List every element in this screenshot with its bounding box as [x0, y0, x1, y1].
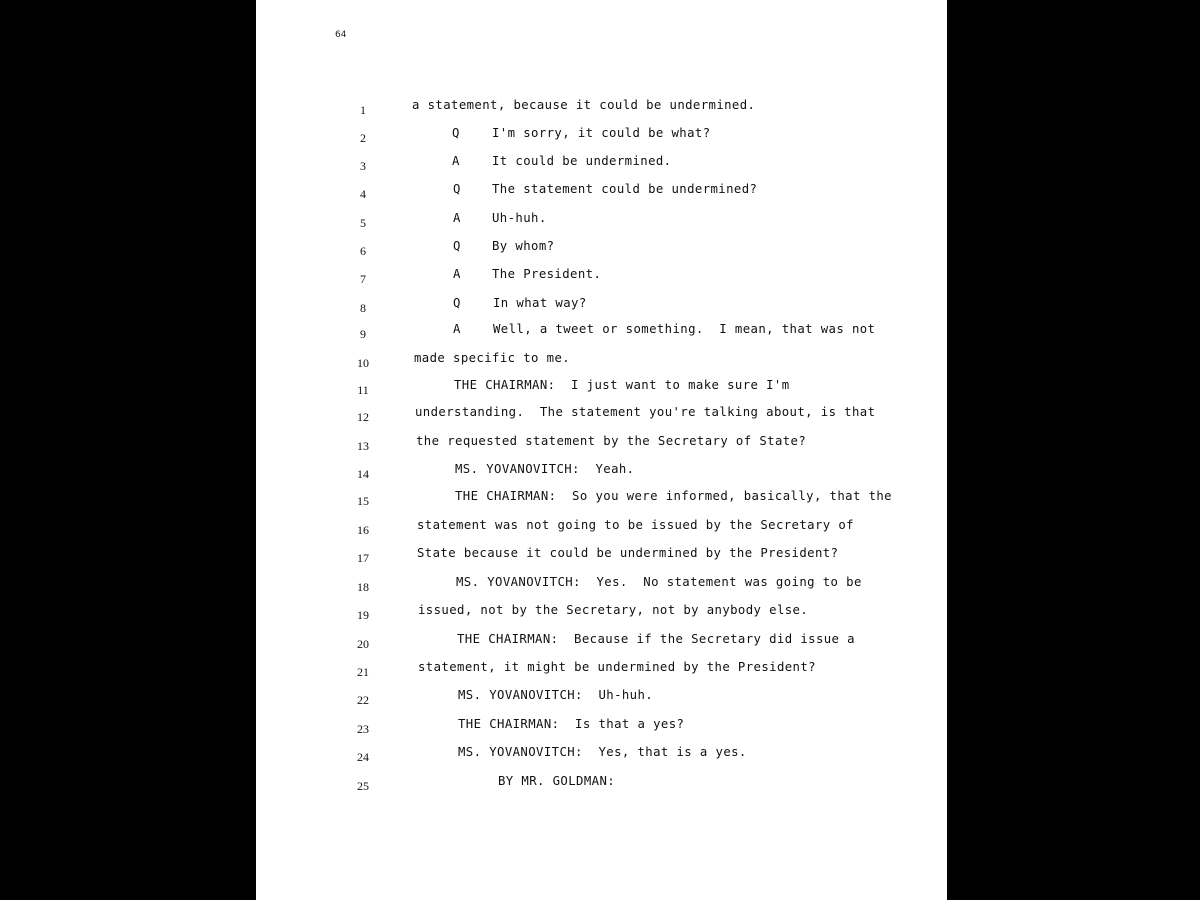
qa-marker: Q [453, 296, 461, 310]
line-text: understanding. The statement you're talking about, is that [415, 405, 876, 419]
line-number: 24 [357, 750, 369, 764]
line-text: I'm sorry, it could be what? [492, 126, 711, 140]
transcript-line [256, 603, 947, 627]
transcript-line [256, 660, 947, 684]
line-number: 15 [357, 494, 369, 508]
line-text: THE CHAIRMAN: Is that a yes? [458, 717, 685, 731]
line-number: 17 [357, 551, 369, 565]
line-number: 18 [357, 580, 369, 594]
qa-marker: A [453, 211, 461, 225]
line-number: 2 [360, 131, 366, 145]
transcript-line [256, 211, 947, 235]
line-text: State because it could be undermined by the President? [417, 546, 839, 560]
line-text: Well, a tweet or something. I mean, that was not [493, 322, 876, 336]
line-number: 12 [357, 410, 369, 424]
line-text: statement, it might be undermined by the President? [418, 660, 816, 674]
transcript-line [256, 546, 947, 570]
transcript-line [256, 126, 947, 150]
transcript-line [256, 351, 947, 375]
line-text: It could be undermined. [492, 154, 672, 168]
line-text: By whom? [492, 239, 555, 253]
line-number: 3 [360, 159, 366, 173]
line-number: 23 [357, 722, 369, 736]
line-number: 1 [360, 103, 366, 117]
line-text: MS. YOVANOVITCH: Yes, that is a yes. [458, 745, 747, 759]
line-text: The statement could be undermined? [492, 182, 758, 196]
qa-marker: A [453, 322, 461, 336]
line-number: 11 [357, 383, 369, 397]
line-text: the requested statement by the Secretary of State? [416, 434, 807, 448]
transcript-line [256, 98, 947, 122]
line-number: 7 [360, 272, 366, 286]
line-number: 13 [357, 439, 369, 453]
qa-marker: A [452, 154, 460, 168]
transcript-line [256, 267, 947, 291]
transcript-line [256, 296, 947, 320]
line-number: 14 [357, 467, 369, 481]
transcript-line [256, 518, 947, 542]
page-number: 64 [335, 30, 347, 40]
line-number: 9 [360, 327, 366, 341]
line-text: In what way? [493, 296, 587, 310]
line-number: 25 [357, 779, 369, 793]
transcript-line [256, 405, 947, 429]
line-number: 8 [360, 301, 366, 315]
line-text: MS. YOVANOVITCH: Yeah. [455, 462, 635, 476]
transcript-line [256, 717, 947, 741]
qa-marker: A [453, 267, 461, 281]
transcript-line [256, 462, 947, 486]
transcript-line [256, 575, 947, 599]
transcript-line [256, 489, 947, 513]
line-number: 4 [360, 187, 366, 201]
line-text: THE CHAIRMAN: I just want to make sure I'm [454, 378, 790, 392]
line-text: made specific to me. [414, 351, 571, 365]
transcript-line [256, 434, 947, 458]
transcript-line [256, 632, 947, 656]
line-text: THE CHAIRMAN: Because if the Secretary did issue a [457, 632, 855, 646]
line-number: 20 [357, 637, 369, 651]
line-number: 22 [357, 693, 369, 707]
qa-marker: Q [452, 126, 460, 140]
transcript-line [256, 378, 947, 402]
transcript-line [256, 239, 947, 263]
line-number: 19 [357, 608, 369, 622]
line-number: 16 [357, 523, 369, 537]
line-text: statement was not going to be issued by the Secretary of [417, 518, 854, 532]
line-number: 21 [357, 665, 369, 679]
line-text: MS. YOVANOVITCH: Yes. No statement was going to be [456, 575, 862, 589]
line-number: 5 [360, 216, 366, 230]
qa-marker: Q [453, 239, 461, 253]
line-text: BY MR. GOLDMAN: [498, 774, 616, 788]
line-text: Uh-huh. [492, 211, 547, 225]
line-number: 6 [360, 244, 366, 258]
line-text: a statement, because it could be undermined. [412, 98, 756, 112]
transcript-line [256, 774, 947, 798]
line-text: issued, not by the Secretary, not by anybody else. [418, 603, 809, 617]
transcript-line [256, 745, 947, 769]
qa-marker: Q [453, 182, 461, 196]
transcript-line [256, 688, 947, 712]
transcript-line [256, 322, 947, 346]
line-number: 10 [357, 356, 369, 370]
line-text: MS. YOVANOVITCH: Uh-huh. [458, 688, 654, 702]
transcript-page [256, 0, 947, 900]
transcript-line [256, 182, 947, 206]
transcript-line [256, 154, 947, 178]
line-text: The President. [492, 267, 602, 281]
line-text: THE CHAIRMAN: So you were informed, basically, that the [455, 489, 892, 503]
